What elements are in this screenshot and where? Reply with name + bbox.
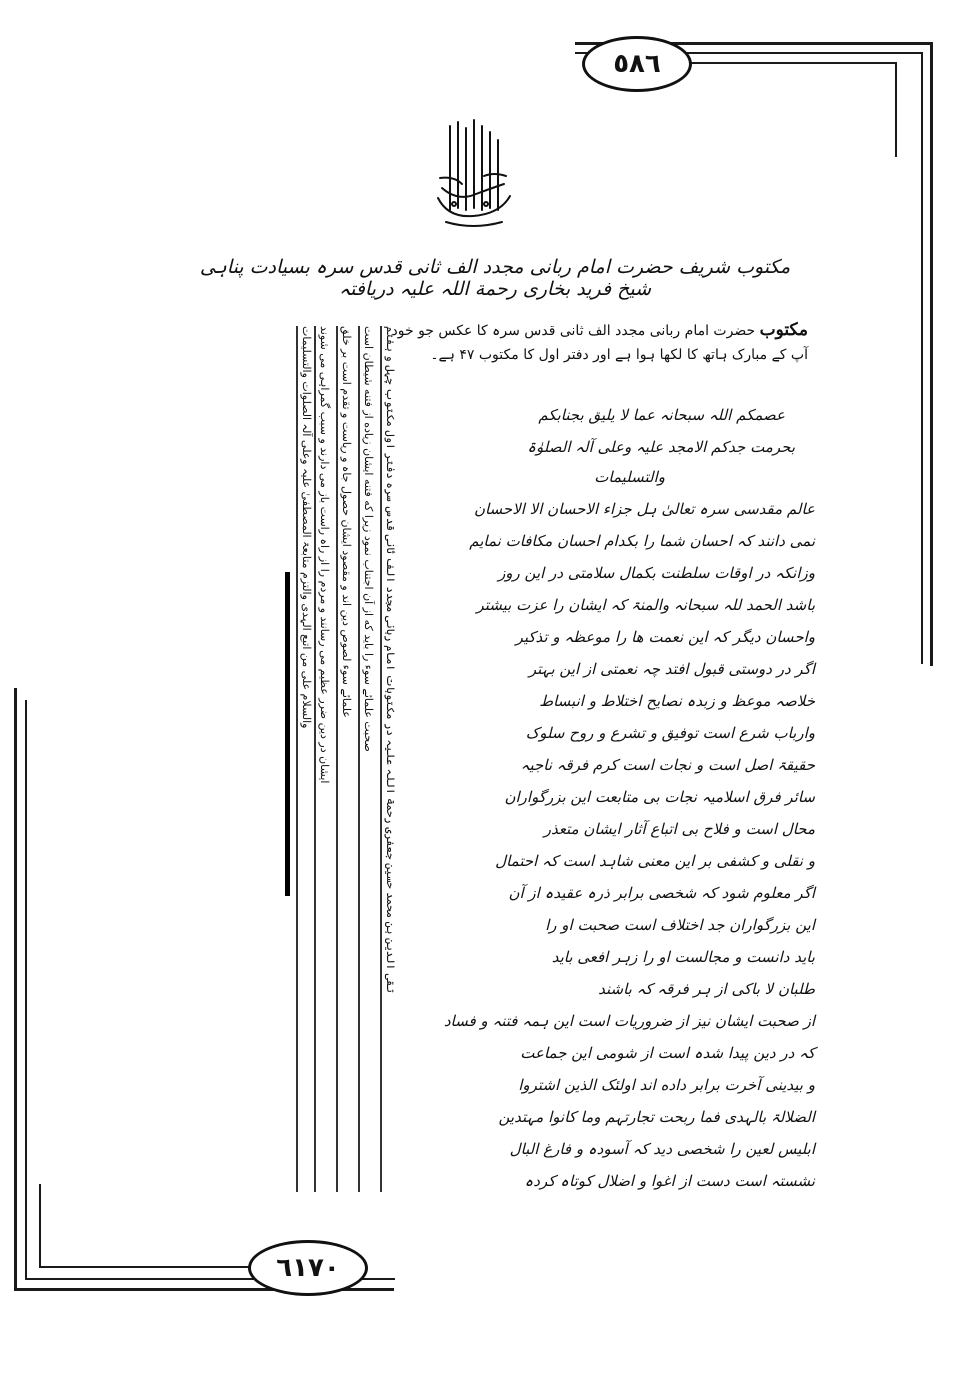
letter-line: ابلیس لعین را شخصی دید کہ آسودہ و فارغ البال: [509, 1140, 815, 1158]
margin-note-column: [336, 326, 354, 1192]
page-number-bottom-text: ٦١٧٠: [276, 1253, 340, 1283]
margin-note-text: ایشان در دین ضرر عظیم می رسانند و مردم را از راہ راست باز می دارند و سبب گمراہی می شوند: [318, 326, 331, 784]
frame-line-top-short: [670, 62, 897, 64]
margin-note-text: والسلام علی من اتبع الہدی والتزم متابعۃ المصطفیٰ علیہ وعلی آلہ الصلوات والتسلیمات: [300, 326, 313, 729]
letter-line: و بیدینی آخرت برابر داده اند اولئک الذین اشتروا: [518, 1076, 815, 1094]
margin-note-text: تقی الدین بن محمد حسین جعفری رحمة اللہ علیہ در مکتوبات امام ربانی مجدد الف ثانی قدس سرہ دفتر اول مکتوب چہل و ہفتم: [384, 326, 397, 993]
page-number-top: [582, 36, 692, 92]
letter-line: اگر معلوم شود کہ شخصی برابر ذرہ عقیدہ از آن: [508, 884, 815, 902]
frame-line-left-inner: [25, 700, 27, 1280]
letter-line: این بزرگواران جد اختلاف است صحبت او را: [545, 916, 815, 934]
letter-line: کہ در دین پیدا شدہ است از شومی این جماعت: [520, 1044, 815, 1062]
frame-line-bottom-short: [39, 1266, 254, 1268]
letter-line: سائر فرق اسلامیہ نجات بی متابعت این بزرگواران: [504, 788, 815, 806]
letter-line: نمی دانند کہ احسان شما را بکدام احسان مکافات نمایم: [469, 532, 815, 550]
margin-note-column: [296, 326, 314, 1192]
margin-note-text: صحبت علمائے سوء را باید که از آن اجتناب نمود زیرا که فتنه ایشان زیاده از فتنه شیطان است: [362, 326, 375, 752]
letter-line: از صحبت ایشان نیز از ضروریات است این ہمہ فتنہ و فساد: [443, 1012, 815, 1030]
frame-line-right-outer: [930, 42, 933, 666]
letter-line: وزانکہ در اوقات سلطنت بکمال سلامتی در این روز: [498, 564, 815, 582]
letter-line: الضلالۃ بالہدی فما ربحت تجارتہم وما کانوا مہتدین: [498, 1108, 815, 1126]
letter-line: حقیقۃ اصل است و نجات است کرم فرقہ ناجیہ: [520, 756, 815, 774]
column-separator-bar: [285, 572, 290, 896]
letter-line: باشد الحمد للہ سبحانہ والمنۃ کہ ایشان را عزت بیشتر: [476, 596, 815, 614]
caption-text: حضرت امام ربانی مجدد الف ثانی قدس سرہ کا عکس جو خود آپ کے مبارک ہاتھ کا لکھا ہوا ہے اور دفتر اول کا مکتوب ۴۷ ہے۔: [391, 323, 808, 363]
frame-line-left-outer: [14, 688, 17, 1290]
margin-note-column: [358, 326, 376, 1192]
letter-line: اگر در دوستی قبول افتد چہ نعمتی از این بہتر: [528, 660, 815, 678]
letter-line: و نقلی و کشفی بر این معنی شاہد است کہ احتمال: [495, 852, 815, 870]
letter-line: نشستہ است دست از اغوا و اضلال کوتاہ کردہ: [524, 1172, 815, 1190]
letter-line: بحرمت جدکم الامجد علیہ وعلی آلہ الصلوٰۃ: [527, 438, 795, 456]
page-number-top-text: ٥٨٦: [613, 49, 661, 79]
letter-line: عالم مقدسی سرہ تعالیٰ ہل جزاء الاحسان الا الاحسان: [473, 500, 815, 518]
letter-line: والتسلیمات: [594, 468, 665, 486]
margin-note-text: علمائے سوء لصوص دین اند و مقصود ایشان حصول جاہ و ریاست و تقدم است بر خلق: [340, 326, 353, 718]
letter-body: [395, 400, 815, 1400]
frame-line-left-short: [39, 1184, 41, 1268]
basmala-calligraphy-icon: [428, 118, 518, 228]
margin-note-column: [314, 326, 332, 1192]
letter-line: عصمکم اللہ سبحانہ عما لا یلیق بجنابکم: [538, 406, 785, 424]
page-number-bottom: [248, 1240, 368, 1296]
caption-lead: مکتوب: [759, 320, 808, 340]
letter-line: وارباب شرع است توفیق و تشرع و روح سلوک: [525, 724, 815, 742]
letter-line: خلاصہ موعظ و زبدہ نصایح اختلاط و انبساط: [539, 692, 815, 710]
margin-note-column: [380, 326, 398, 1192]
letter-line: محال است و فلاح بی اتباع آثار ایشان متعذر: [543, 820, 815, 838]
letter-caption: [388, 318, 808, 367]
letter-line: واحسان دیگر کہ این نعمت ها را موعظہ و تذکیر: [515, 628, 815, 646]
frame-line-right-short: [895, 62, 897, 157]
letter-line: طلبان لا باکی از ہر فرقہ کہ باشند: [598, 980, 815, 998]
frame-line-right-inner: [921, 52, 923, 664]
letter-title: مکتوب شریف حضرت امام ربانی مجدد الف ثانی قدس سرہ بسیادت پناہی شیخ فرید بخاری رحمة اللہ علیہ دریافتہ: [199, 256, 791, 300]
letter-line: باید دانست و مجالست او را زہر افعی باید: [551, 948, 815, 966]
